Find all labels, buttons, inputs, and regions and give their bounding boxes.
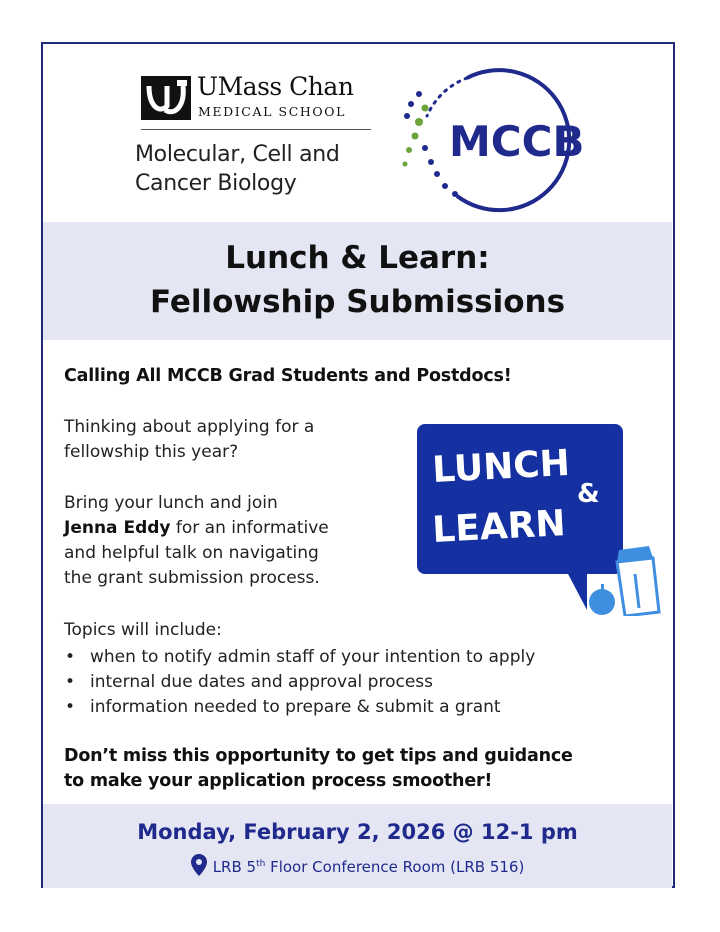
badge-word-learn: LEARN — [431, 503, 567, 551]
intro-paragraph: Thinking about applying for a fellowship this year? — [64, 417, 315, 462]
mccb-logo — [397, 56, 597, 214]
lunch-bag-icon — [617, 546, 659, 616]
speaker-name: Jenna Eddy — [64, 518, 171, 538]
lunch-learn-badge — [417, 424, 665, 616]
closing-message: Don’t miss this opportunity to get tips and guidance to make your application process smoother! — [64, 746, 573, 791]
umass-name: UMass Chan — [197, 72, 354, 101]
department-name: Molecular, Cell and Cancer Biology — [135, 142, 340, 196]
umass-chan-shield-icon — [141, 76, 191, 120]
badge-word-lunch: LUNCH — [431, 442, 571, 491]
location-pin-icon — [191, 854, 207, 876]
calling-heading: Calling All MCCB Grad Students and Postdocs! — [64, 366, 512, 386]
event-date: Monday, February 2, 2026 @ 12-1 pm — [137, 820, 578, 844]
logo-divider — [141, 129, 371, 130]
badge-ampersand: & — [577, 479, 600, 509]
event-location: LRB 5th Floor Conference Room (LRB 516) — [43, 854, 672, 876]
umass-subtitle: MEDICAL SCHOOL — [198, 104, 346, 119]
list-item: • when to notify admin staff of your intention to apply — [65, 647, 536, 667]
details-paragraph: Bring your lunch and join Jenna Eddy for an informative and helpful talk on navigating the grant submission process. — [64, 493, 329, 588]
list-item: • information needed to prepare & submit a grant — [65, 697, 501, 717]
topics-heading: Topics will include: — [64, 620, 222, 640]
title-line-2: Fellowship Submissions — [149, 284, 566, 320]
mccb-text: MCCB — [449, 117, 585, 166]
apple-icon — [589, 584, 615, 615]
title-line-1: Lunch & Learn: — [225, 240, 490, 276]
flyer — [41, 42, 675, 888]
list-item: • internal due dates and approval process — [65, 672, 433, 692]
title-band — [43, 222, 672, 340]
event-band — [43, 804, 672, 888]
topics-list — [64, 645, 535, 720]
